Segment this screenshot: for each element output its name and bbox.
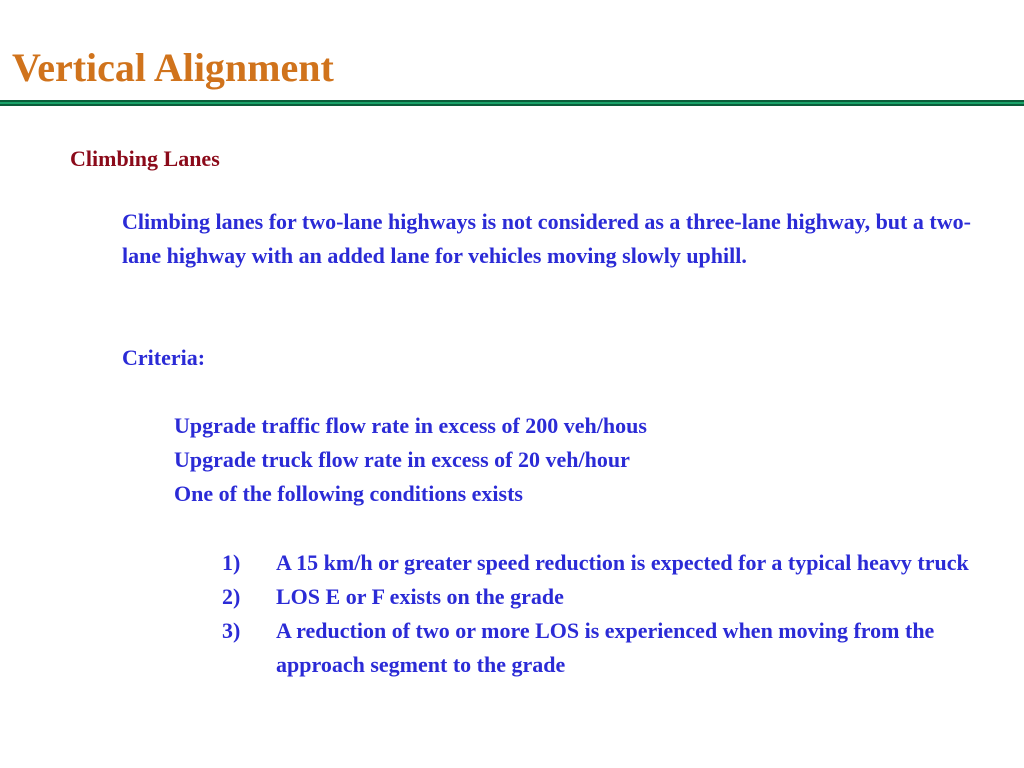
intro-paragraph: Climbing lanes for two-lane highways is not considered as a three-lane highway, but a two-lane highway with an added lane for vehicles moving slowly uphill. <box>122 209 971 268</box>
condition-number: 1) <box>222 550 241 575</box>
criteria-label: Criteria: <box>122 345 206 370</box>
criteria-item: Upgrade traffic flow rate in excess of 200 veh/hous <box>174 413 647 438</box>
criteria-item: Upgrade truck flow rate in excess of 20 veh/hour <box>174 447 630 472</box>
criteria-list <box>174 409 647 511</box>
section-heading: Climbing Lanes <box>70 146 220 171</box>
conditions-list <box>222 546 1002 682</box>
condition-text: LOS E or F exists on the grade <box>276 584 564 609</box>
condition-number: 3) <box>222 618 241 643</box>
condition-text: A reduction of two or more LOS is experienced when moving from the approach segment to the grade <box>276 618 935 677</box>
slide-title: Vertical Alignment <box>12 45 334 90</box>
title-divider <box>0 100 1024 106</box>
condition-number: 2) <box>222 584 241 609</box>
condition-item <box>222 546 1002 580</box>
condition-item <box>222 580 1002 614</box>
condition-text: A 15 km/h or greater speed reduction is expected for a typical heavy truck <box>276 550 969 575</box>
criteria-item: One of the following conditions exists <box>174 481 523 506</box>
condition-item <box>222 614 1002 682</box>
